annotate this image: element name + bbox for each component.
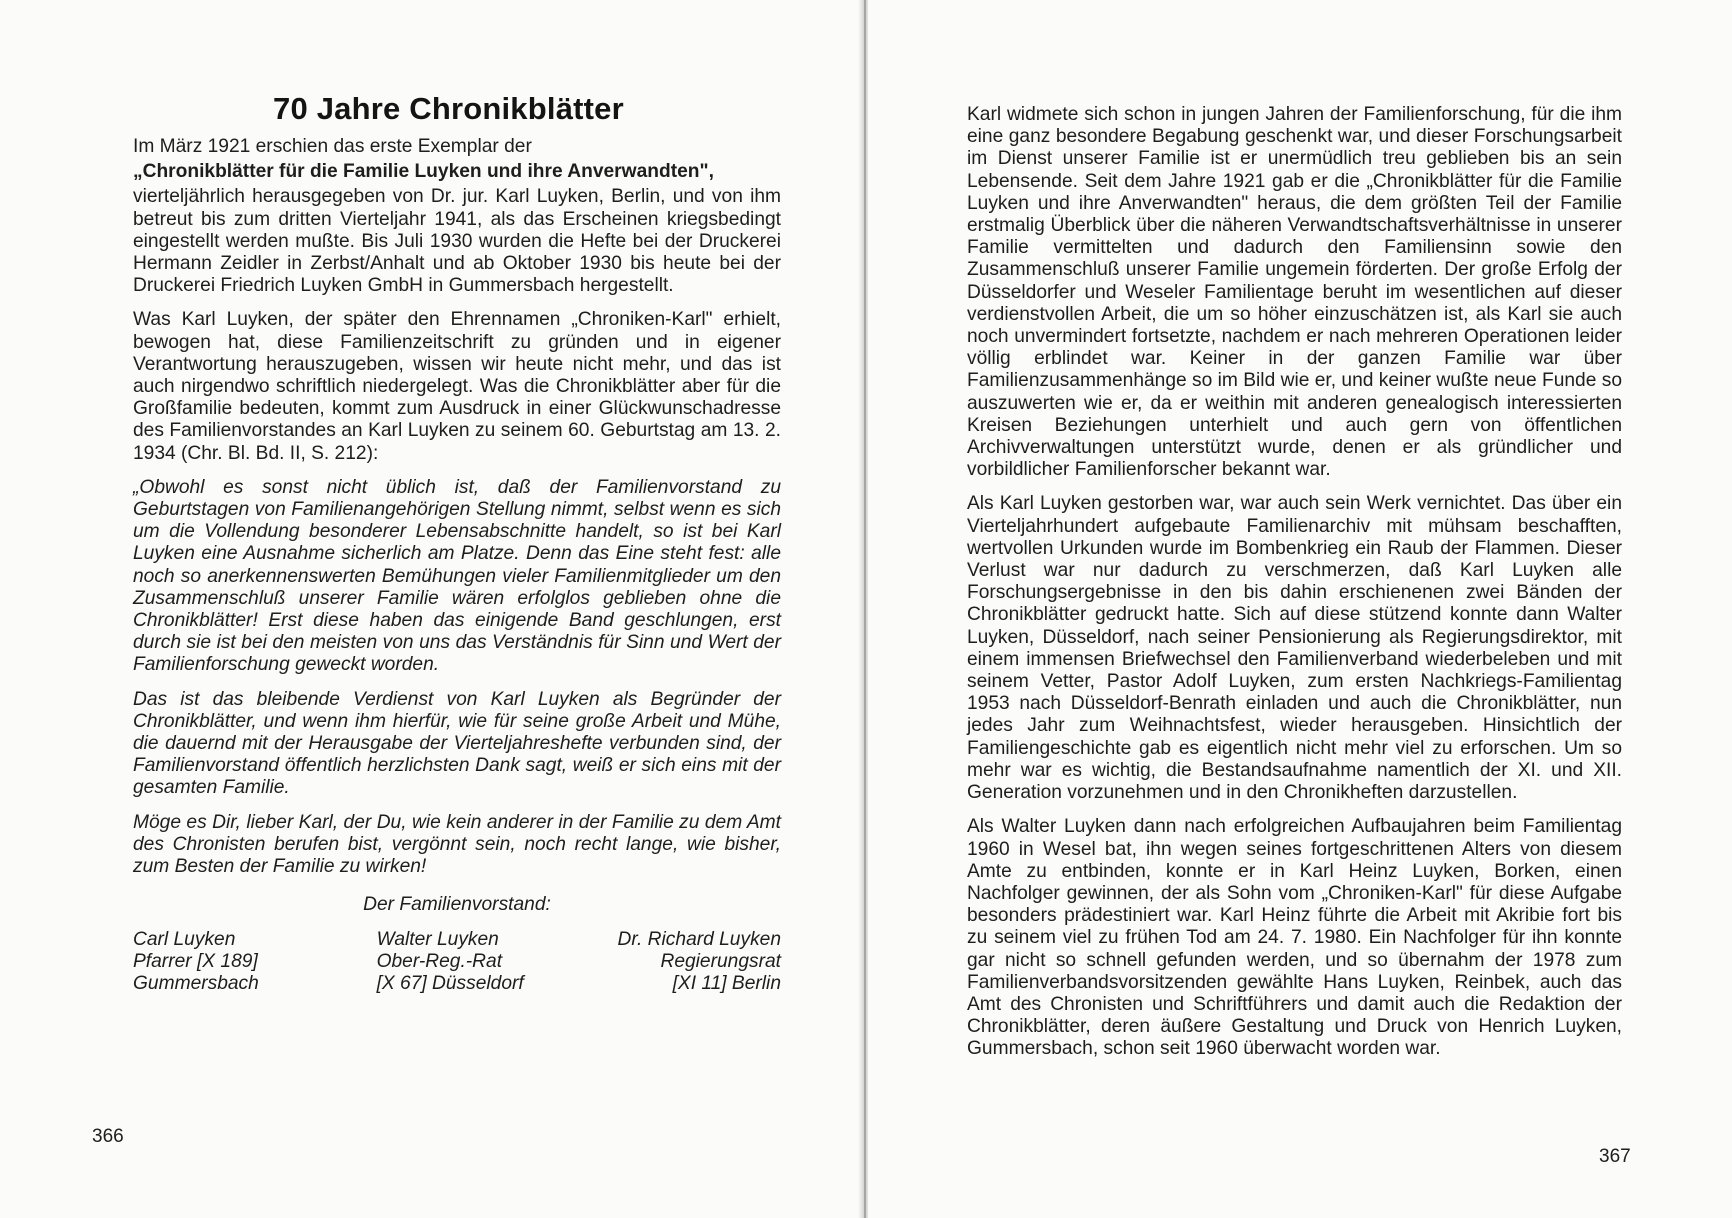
page-number-left: 366 xyxy=(92,1126,124,1147)
paragraph-2: Was Karl Luyken, der später den Ehrennamen „Chroniken-Karl" erhielt, bewogen hat, diese Familienzeitschrift zu gründen und in eigener Verantwortung herauszugeben, wissen wir heute nicht mehr, und das ist auch nirgendwo schriftlich niedergelegt. Was die Chronikblätter aber für die Großfamilie bedeuten, kommt zum Ausdruck in einer Glückwunschadresse des Familienvorstandes an Karl Luyken zu seinem 60. Geburtstag am 13. 2. 1934 (Chr. Bl. Bd. II, S. 212): xyxy=(133,309,781,464)
signature-title: Pfarrer [X 189] xyxy=(133,950,258,972)
left-page xyxy=(0,0,862,1218)
intro-paragraph: vierteljährlich herausgegeben von Dr. jur. Karl Luyken, Berlin, und von ihm betreut bis zum dritten Vierteljahr 1941, als das Erscheinen kriegsbedingt eingestellt werden mußte. Bis Juli 1930 wurden die Hefte bei der Druckerei Hermann Zeidler in Zerbst/Anhalt und ab Oktober 1930 bis heute bei der Druckerei Friedrich Luyken GmbH in Gummersbach hergestellt. xyxy=(133,186,781,297)
quote-paragraph-3: Möge es Dir, lieber Karl, der Du, wie kein anderer in der Familie zu dem Amt des Chronisten berufen bist, vergönnt sein, noch recht lange, wie bisher, zum Besten der Familie zu wirken! xyxy=(133,811,781,878)
signature-2 xyxy=(377,929,524,996)
signature-name: Walter Luyken xyxy=(376,928,499,950)
paragraph-2: Als Karl Luyken gestorben war, war auch sein Werk vernichtet. Das über ein Vierteljahrhundert aufgebaute Familienarchiv mit mühsam beschafften, wertvollen Urkunden wurde im Bombenkrieg ein Raub der Flammen. Dieser Verlust war nur dadurch zu verschmerzen, daß Karl Luyken alle Forschungsergebnisse in den bis dahin erschienenen zwei Bänden der Chronikblätter gedruckt hatte. Sich auf diese stützend konnte dann Walter Luyken, Düsseldorf, nach seiner Pensionierung als Regierungsdirektor, mit einem immensen Briefwechsel den Familienverband wiederbeleben und mit seinem Vetter, Pastor Adolf Luyken, zum ersten Nachkriegs-Familientag 1953 nach Düsseldorf-Benrath einladen und auch die Chronikblätter, nun jedes Jahr zum Weihnachtsfest, wieder herausgeben. Hinsichtlich der Familiengeschichte gab es eigentlich nicht mehr viel zu erforschen. Um so mehr war es wichtig, die Bestandsaufnahme namentlich der XI. und XII. Generation vorzunehmen und in den Chronikheften darzustellen. xyxy=(967,493,1622,804)
quote-paragraph-2: Das ist das bleibende Verdienst von Karl Luyken als Begründer der Chronikblätter, und wenn ihm hierfür, wie für seine große Arbeit und Mühe, die dauernd mit der Herausgabe der Vierteljahreshefte verbunden sind, der Familienvorstand öffentlich herzlichsten Dank sagt, weiß er sich eins mit der gesamten Familie. xyxy=(133,688,781,799)
publication-name: „Chronikblätter für die Familie Luyken und ihre Anverwandten", xyxy=(133,161,714,183)
paragraph-3: Als Walter Luyken dann nach erfolgreichen Aufbaujahren beim Familientag 1960 in Wesel bat, ihn wegen seines fortgeschrittenen Alters von diesem Amte zu entbinden, konnte er in Karl Heinz Luyken, Borken, einen Nachfolger gewinnen, der als Sohn vom „Chroniken-Karl" für diese Aufgabe besonders prädestiniert war. Karl Heinz führte die Arbeit mit Akribie fort bis zu seinem viel zu frühen Tod am 24. 7. 1980. Ein Nachfolger für ihn konnte gar nicht so schnell gefunden werden, und so übernahm der 1978 zum Familienverbandsvorsitzenden gewählte Hans Luyken, Reinbek, auch das Amt des Chronisten und Schriftführers und damit auch die Redaktion der Chronikblätter, deren äußere Gestaltung und Druck von Henrich Luyken, Gummersbach, schon seit 1960 überwacht worden war. xyxy=(967,816,1622,1060)
right-page xyxy=(868,0,1732,1218)
right-text-column xyxy=(967,104,1622,1073)
signoff: Der Familienvorstand: xyxy=(363,894,551,916)
page-number-right: 367 xyxy=(1599,1146,1631,1167)
intro-line: Im März 1921 erschien das erste Exemplar der xyxy=(133,136,532,157)
signature-place: Gummersbach xyxy=(133,972,259,994)
signature-name: Carl Luyken xyxy=(133,928,236,950)
paragraph-1: Karl widmete sich schon in jungen Jahren der Familienforschung, für die ihm eine ganz besondere Begabung geschenkt war, und dieser Forschungsarbeit im Dienst unserer Familie ist er unermüdlich treu geblieben bis an sein Lebensende. Seit dem Jahre 1921 gab er die „Chronikblätter für die Familie Luyken und ihre Anverwandten" heraus, die dem größten Teil der Familie erstmalig Überblick über die näheren Verwandtschaftsverhältnisse in unserer Familie vermittelten und dadurch den Familiensinn sowie den Zusammenschluß unserer Familie ungemein förderten. Der große Erfolg der Düsseldorfer und Weseler Familientage beruht im wesentlichen auf dieser verdienstvollen Arbeit, die um so höher einzuschätzen ist, als Karl sie auch noch unvermindert fortsetzte, nachdem er nach mehreren Operationen leider völlig erblindet war. Keiner in der ganzen Familie war über Familienzusammenhänge so im Bild wie er, und keiner wußte neue Funde so auszuwerten wie er, da er weithin mit anderen genealogisch interessierten Kreisen Beziehungen unterhielt und auch gern von öffentlichen Archivverwaltungen unterstützt wurde, denen er als gründlicher und vorbildlicher Familienforscher bekannt war. xyxy=(967,104,1622,481)
signature-block xyxy=(133,929,781,996)
signature-3 xyxy=(617,929,781,996)
signature-title: Ober-Reg.-Rat xyxy=(376,950,503,972)
signature-title: Regierungsrat xyxy=(660,950,781,972)
left-text-column xyxy=(133,90,781,995)
quote-paragraph-1: „Obwohl es sonst nicht üblich ist, daß der Familienvorstand zu Geburtstagen von Familienangehörigen Stellung nimmt, selbst wenn es sich um die Vollendung besonderer Lebensabschnitte handelt, so ist bei Karl Luyken eine Ausnahme sicherlich am Platze. Denn das Eine steht fest: alle noch so anerkennenswerten Bemühungen vieler Familienmitglieder um den Zusammenschluß unserer Familie wären erfolglos geblieben ohne die Chronikblätter! Erst diese haben das einigende Band geschlungen, erst durch sie ist bei den meisten von uns das Verständnis für Sinn und Wert der Familienforschung geweckt worden. xyxy=(133,476,781,676)
signature-1 xyxy=(133,929,259,996)
signature-place: [XI 11] Berlin xyxy=(672,972,781,994)
signature-place: [X 67] Düsseldorf xyxy=(376,972,524,994)
signature-name: Dr. Richard Luyken xyxy=(617,928,781,950)
page-title: 70 Jahre Chronikblätter xyxy=(273,91,624,126)
